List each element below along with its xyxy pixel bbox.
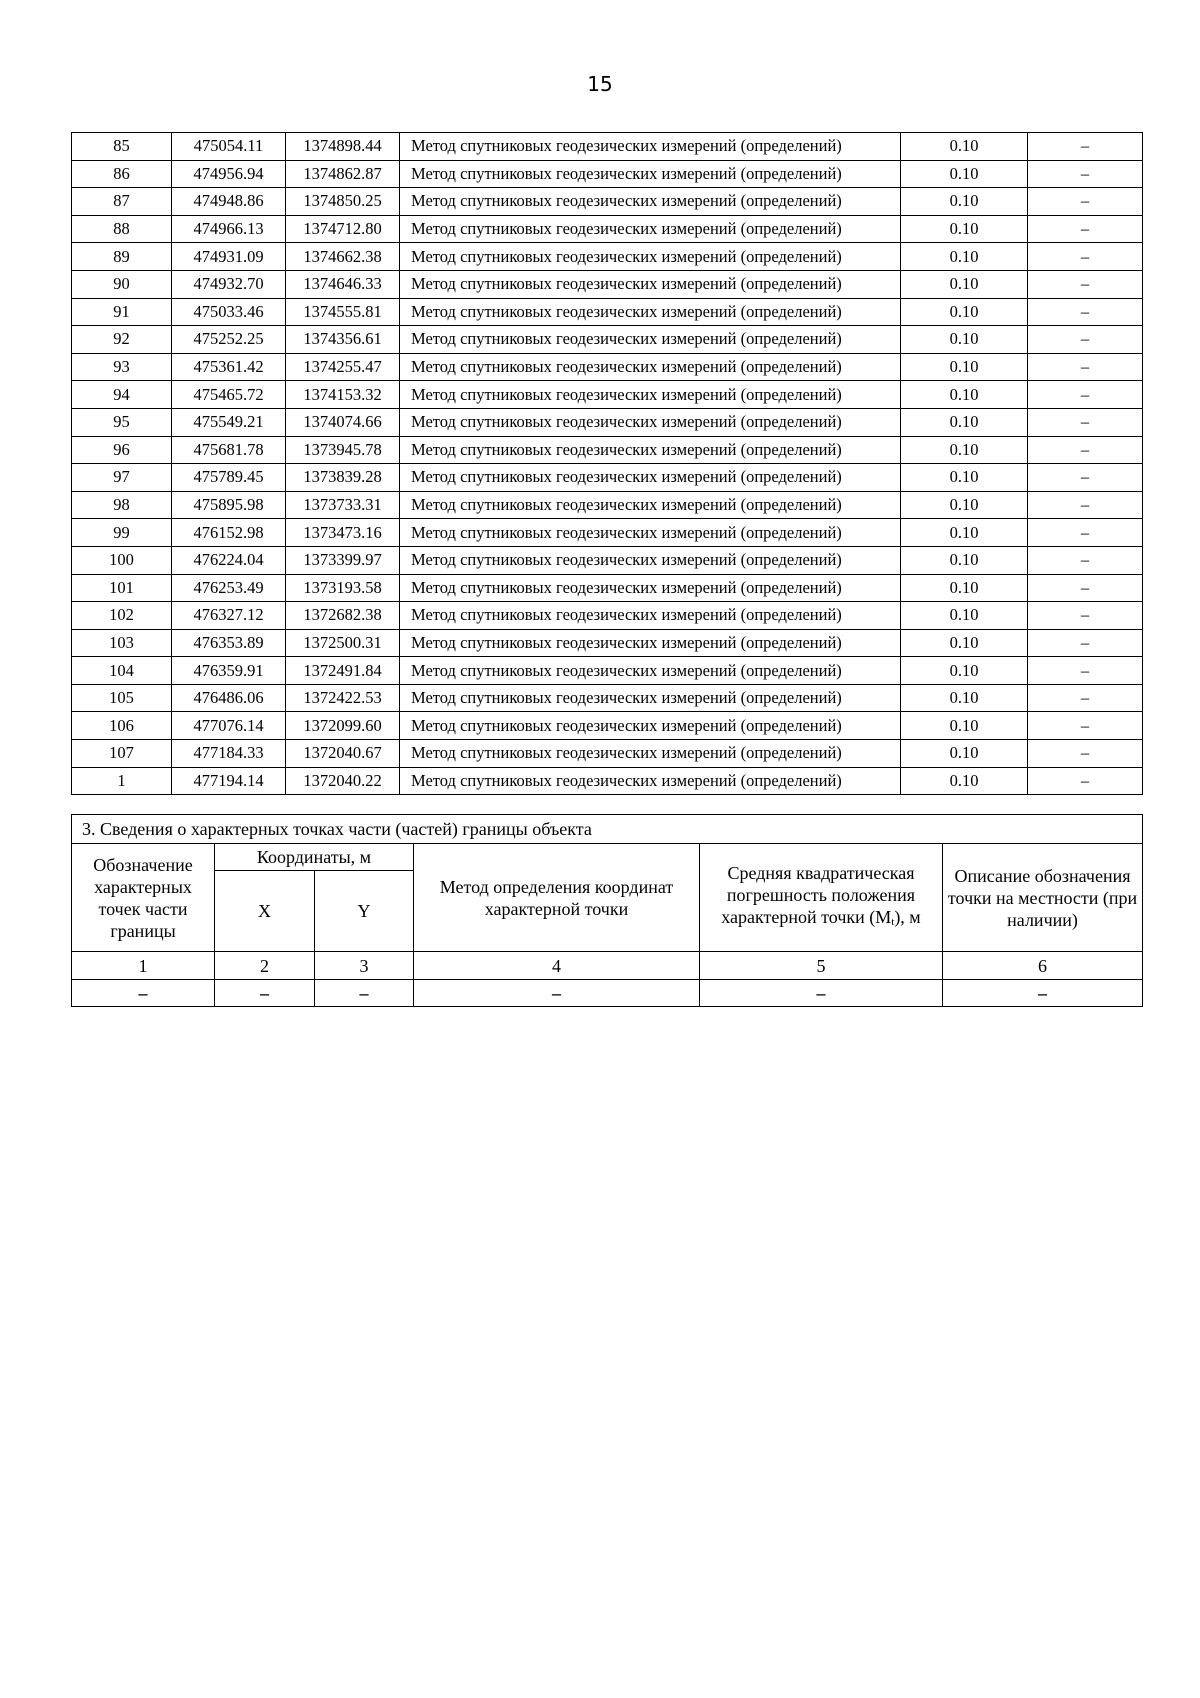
point-description: –: [1028, 574, 1143, 602]
coord-y: 1372491.84: [286, 657, 400, 685]
point-description: –: [1028, 629, 1143, 657]
error-value: 0.10: [901, 767, 1028, 795]
coord-y: 1373193.58: [286, 574, 400, 602]
error-value: 0.10: [901, 188, 1028, 216]
error-value: 0.10: [901, 546, 1028, 574]
table-row: [72, 712, 1143, 740]
point-number: 104: [72, 657, 172, 685]
error-value: 0.10: [901, 436, 1028, 464]
method-text: Метод спутниковых геодезических измерений (определений): [400, 243, 901, 271]
method-text: Метод спутниковых геодезических измерений (определений): [400, 408, 901, 436]
table-row: [72, 270, 1143, 298]
coord-y: 1374850.25: [286, 188, 400, 216]
coord-x: 474932.70: [172, 270, 286, 298]
coord-x: 476152.98: [172, 519, 286, 547]
coord-y: 1372422.53: [286, 684, 400, 712]
point-number: 95: [72, 408, 172, 436]
coord-x: 475465.72: [172, 381, 286, 409]
method-text: Метод спутниковых геодезических измерений (определений): [400, 546, 901, 574]
point-number: 89: [72, 243, 172, 271]
empty-cell: –: [700, 980, 943, 1007]
header-description: Описание обозначения точки на местности (при наличии): [943, 844, 1143, 952]
column-number: 1: [72, 952, 215, 980]
coord-y: 1372682.38: [286, 602, 400, 630]
boundary-points-body: [72, 133, 1143, 795]
empty-cell: –: [414, 980, 700, 1007]
coord-y: 1372099.60: [286, 712, 400, 740]
empty-cell: –: [315, 980, 414, 1007]
point-number: 91: [72, 298, 172, 326]
point-number: 92: [72, 326, 172, 354]
error-value: 0.10: [901, 629, 1028, 657]
method-text: Метод спутниковых геодезических измерений (определений): [400, 657, 901, 685]
method-text: Метод спутниковых геодезических измерений (определений): [400, 740, 901, 768]
coord-y: 1372500.31: [286, 629, 400, 657]
point-description: –: [1028, 133, 1143, 161]
error-value: 0.10: [901, 684, 1028, 712]
method-text: Метод спутниковых геодезических измерений (определений): [400, 353, 901, 381]
empty-cell: –: [215, 980, 315, 1007]
point-description: –: [1028, 767, 1143, 795]
column-number: 2: [215, 952, 315, 980]
point-number: 100: [72, 546, 172, 574]
header-error-subscript: t: [891, 916, 895, 928]
method-text: Метод спутниковых геодезических измерений (определений): [400, 298, 901, 326]
point-number: 98: [72, 491, 172, 519]
column-number: 4: [414, 952, 700, 980]
table-row: [72, 326, 1143, 354]
point-number: 103: [72, 629, 172, 657]
header-error-suffix: ), м: [894, 907, 921, 927]
coord-y: 1374712.80: [286, 215, 400, 243]
method-text: Метод спутниковых геодезических измерений (определений): [400, 519, 901, 547]
column-number: 3: [315, 952, 414, 980]
error-value: 0.10: [901, 243, 1028, 271]
error-value: 0.10: [901, 160, 1028, 188]
table-row: [72, 353, 1143, 381]
coord-y: 1374662.38: [286, 243, 400, 271]
coord-y: 1373473.16: [286, 519, 400, 547]
coord-x: 475549.21: [172, 408, 286, 436]
table-row: [72, 657, 1143, 685]
coord-x: 474931.09: [172, 243, 286, 271]
point-description: –: [1028, 657, 1143, 685]
point-description: –: [1028, 408, 1143, 436]
method-text: Метод спутниковых геодезических измерений (определений): [400, 160, 901, 188]
coord-x: 476359.91: [172, 657, 286, 685]
point-number: 85: [72, 133, 172, 161]
coord-x: 475789.45: [172, 464, 286, 492]
table-row: [72, 767, 1143, 795]
coord-y: 1374898.44: [286, 133, 400, 161]
error-value: 0.10: [901, 602, 1028, 630]
point-number: 86: [72, 160, 172, 188]
error-value: 0.10: [901, 408, 1028, 436]
point-number: 87: [72, 188, 172, 216]
coord-y: 1372040.22: [286, 767, 400, 795]
error-value: 0.10: [901, 464, 1028, 492]
coord-y: 1373399.97: [286, 546, 400, 574]
error-value: 0.10: [901, 712, 1028, 740]
point-description: –: [1028, 491, 1143, 519]
method-text: Метод спутниковых геодезических измерений (определений): [400, 629, 901, 657]
header-x: X: [215, 871, 315, 952]
coord-x: 476486.06: [172, 684, 286, 712]
coord-y: 1372040.67: [286, 740, 400, 768]
point-number: 90: [72, 270, 172, 298]
coord-x: 474956.94: [172, 160, 286, 188]
point-description: –: [1028, 298, 1143, 326]
method-text: Метод спутниковых геодезических измерений (определений): [400, 574, 901, 602]
table-row: [72, 546, 1143, 574]
table-row: [72, 464, 1143, 492]
coord-y: 1373839.28: [286, 464, 400, 492]
error-value: 0.10: [901, 519, 1028, 547]
point-number: 105: [72, 684, 172, 712]
point-number: 106: [72, 712, 172, 740]
coord-x: 474948.86: [172, 188, 286, 216]
header-error-prefix: Средняя квадратическая погрешность положения характерной точки (M: [721, 863, 916, 927]
coord-y: 1373733.31: [286, 491, 400, 519]
coord-y: 1373945.78: [286, 436, 400, 464]
coord-x: 475681.78: [172, 436, 286, 464]
error-value: 0.10: [901, 353, 1028, 381]
point-description: –: [1028, 684, 1143, 712]
point-number: 96: [72, 436, 172, 464]
table-row: [72, 574, 1143, 602]
empty-cell: –: [72, 980, 215, 1007]
point-number: 93: [72, 353, 172, 381]
coord-x: 476353.89: [172, 629, 286, 657]
coord-x: 475895.98: [172, 491, 286, 519]
page-number: 15: [587, 72, 613, 96]
method-text: Метод спутниковых геодезических измерений (определений): [400, 436, 901, 464]
table-row: [72, 436, 1143, 464]
section3-table: [71, 814, 1143, 1007]
error-value: 0.10: [901, 298, 1028, 326]
point-description: –: [1028, 160, 1143, 188]
boundary-points-table: [71, 132, 1143, 795]
column-number: 6: [943, 952, 1143, 980]
point-number: 99: [72, 519, 172, 547]
method-text: Метод спутниковых геодезических измерений (определений): [400, 133, 901, 161]
method-text: Метод спутниковых геодезических измерений (определений): [400, 684, 901, 712]
coord-x: 477184.33: [172, 740, 286, 768]
point-description: –: [1028, 602, 1143, 630]
point-number: 88: [72, 215, 172, 243]
method-text: Метод спутниковых геодезических измерений (определений): [400, 188, 901, 216]
point-description: –: [1028, 381, 1143, 409]
header-method: Метод определения координат характерной точки: [414, 844, 700, 952]
point-description: –: [1028, 215, 1143, 243]
coord-x: 476224.04: [172, 546, 286, 574]
coord-x: 475252.25: [172, 326, 286, 354]
error-value: 0.10: [901, 491, 1028, 519]
header-error: [700, 844, 943, 952]
error-value: 0.10: [901, 215, 1028, 243]
coord-y: 1374646.33: [286, 270, 400, 298]
point-description: –: [1028, 436, 1143, 464]
point-number: 107: [72, 740, 172, 768]
point-description: –: [1028, 519, 1143, 547]
table-row: [72, 740, 1143, 768]
table-row: [72, 243, 1143, 271]
table-row: [72, 298, 1143, 326]
coord-y: 1374074.66: [286, 408, 400, 436]
point-number: 1: [72, 767, 172, 795]
table-row: [72, 629, 1143, 657]
table-row: [72, 491, 1143, 519]
point-description: –: [1028, 353, 1143, 381]
section3-title: 3. Сведения о характерных точках части (частей) границы объекта: [72, 815, 1143, 844]
coord-x: 476327.12: [172, 602, 286, 630]
point-number: 101: [72, 574, 172, 602]
error-value: 0.10: [901, 133, 1028, 161]
point-number: 94: [72, 381, 172, 409]
header-y: Y: [315, 871, 414, 952]
error-value: 0.10: [901, 381, 1028, 409]
method-text: Метод спутниковых геодезических измерений (определений): [400, 602, 901, 630]
table-row: [72, 215, 1143, 243]
error-value: 0.10: [901, 574, 1028, 602]
method-text: Метод спутниковых геодезических измерений (определений): [400, 381, 901, 409]
error-value: 0.10: [901, 740, 1028, 768]
table-row: [72, 381, 1143, 409]
table-row: [72, 408, 1143, 436]
table-row: [72, 160, 1143, 188]
header-coordinates: Координаты, м: [215, 844, 414, 871]
table-row: [72, 133, 1143, 161]
point-description: –: [1028, 243, 1143, 271]
point-description: –: [1028, 270, 1143, 298]
method-text: Метод спутниковых геодезических измерений (определений): [400, 326, 901, 354]
table-row: [72, 684, 1143, 712]
coord-x: 475033.46: [172, 298, 286, 326]
empty-cell: –: [943, 980, 1143, 1007]
coord-x: 476253.49: [172, 574, 286, 602]
coord-x: 474966.13: [172, 215, 286, 243]
coord-y: 1374862.87: [286, 160, 400, 188]
coord-y: 1374555.81: [286, 298, 400, 326]
error-value: 0.10: [901, 657, 1028, 685]
coord-x: 475361.42: [172, 353, 286, 381]
point-description: –: [1028, 712, 1143, 740]
point-description: –: [1028, 464, 1143, 492]
table-row: [72, 188, 1143, 216]
method-text: Метод спутниковых геодезических измерений (определений): [400, 491, 901, 519]
column-number: 5: [700, 952, 943, 980]
coord-x: 475054.11: [172, 133, 286, 161]
error-value: 0.10: [901, 270, 1028, 298]
method-text: Метод спутниковых геодезических измерений (определений): [400, 215, 901, 243]
error-value: 0.10: [901, 326, 1028, 354]
point-number: 102: [72, 602, 172, 630]
coord-y: 1374255.47: [286, 353, 400, 381]
method-text: Метод спутниковых геодезических измерений (определений): [400, 270, 901, 298]
point-description: –: [1028, 546, 1143, 574]
point-number: 97: [72, 464, 172, 492]
method-text: Метод спутниковых геодезических измерений (определений): [400, 767, 901, 795]
coord-x: 477194.14: [172, 767, 286, 795]
point-description: –: [1028, 326, 1143, 354]
point-description: –: [1028, 188, 1143, 216]
header-designation: Обозначение характерных точек части границы: [72, 844, 215, 952]
point-description: –: [1028, 740, 1143, 768]
coord-x: 477076.14: [172, 712, 286, 740]
method-text: Метод спутниковых геодезических измерений (определений): [400, 464, 901, 492]
table-row: [72, 519, 1143, 547]
coord-y: 1374153.32: [286, 381, 400, 409]
table-row: [72, 602, 1143, 630]
coord-y: 1374356.61: [286, 326, 400, 354]
method-text: Метод спутниковых геодезических измерений (определений): [400, 712, 901, 740]
